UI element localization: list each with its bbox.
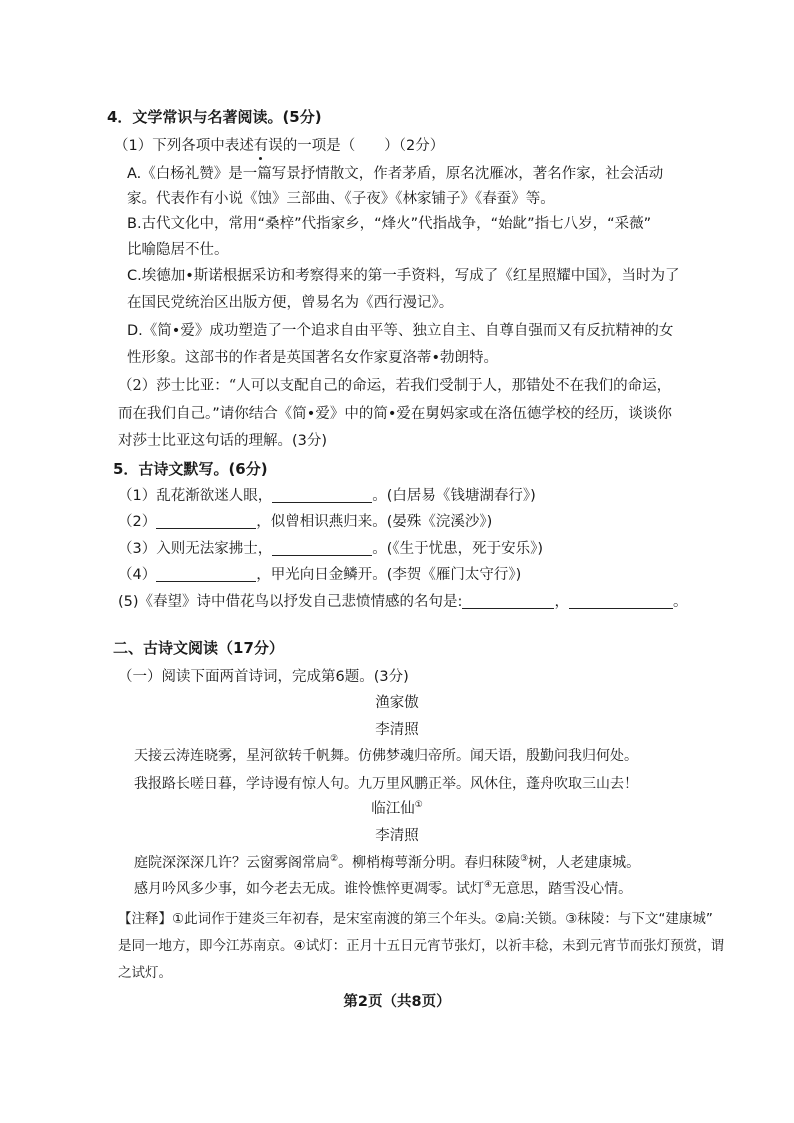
question-4-1-post: 误的一项是（ ）（2分） [268,138,445,154]
footnote-mark-1: ① [414,800,423,810]
dictation-4 [118,563,521,584]
option-b-line1: B.古代文化中，常用“桑梓”代指家乡，“烽火”代指战争，“始龀”指七八岁，“采薇” [127,216,652,232]
poem-2-line1 [134,852,640,872]
poem-2-line2-b: 无意思，踏雪没心情。 [492,881,633,897]
dictation-1-post: 。(白居易《钱塘湖春行》) [372,488,536,504]
section-5-title: 5．古诗文默写。(6分) [113,460,268,478]
dictation-2-pre: （2） [118,514,157,530]
page-footer: 第2页（共8页） [343,994,451,1010]
annotation-line2: 是同一地方，即今江苏南京。④试灯：正月十五日元宵节张灯，以祈丰稔，未到元宵节而张灯预赏，谓 [118,938,725,954]
emphasis-char: 有 [253,138,269,154]
poem-1-line1: 天接云涛连晓雾，星河欲转千帆舞。仿佛梦魂归帝所。闻天语，殷勤问我归何处。 [134,748,638,764]
dictation-5-post: 。 [672,594,688,610]
poem-2-line2-a: 感月吟风多少事，如今老去无成。谁怜憔悴更凋零。试灯 [134,881,484,897]
dictation-4-pre: （4） [118,567,157,583]
footnote-mark-3: ③ [520,854,529,864]
dictation-5 [118,590,687,611]
poem-1-author: 李清照 [375,722,419,738]
section-4-title: 4．文学常识与名著阅读。(5分) [107,108,322,126]
poem-1-line2: 我报路长嗟日暮，学诗谩有惊人句。九万里风鹏正举。风休住，蓬舟吹取三山去！ [134,776,638,792]
dictation-1-pre: （1）乱花渐欲迷人眼， [118,488,273,504]
question-4-2-line2: 而在我们自己。”请你结合《简•爱》中的简•爱在舅妈家或在洛伍德学校的经历，谈谈你 [118,406,672,422]
dictation-2 [118,510,492,531]
footnote-mark-2: ② [330,854,339,864]
answer-blank-5b[interactable] [569,594,673,609]
option-a-line1: A.《白杨礼赞》是一篇写景抒情散文，作者茅盾，原名沈雁冰，著名作家，社会活动 [127,166,664,182]
dictation-3-pre: （3）入则无法家拂士， [118,541,273,557]
answer-blank-3[interactable] [272,541,372,556]
part-2-intro: （一）阅读下面两首诗词，完成第6题。(3分) [118,669,409,685]
dictation-1 [118,484,536,505]
question-4-2-line1: （2）莎士比亚：“人可以支配自己的命运，若我们受制于人，那错处不在我们的命运， [118,378,672,394]
answer-blank-2[interactable] [156,514,256,529]
poem-2-title [0,797,794,818]
dictation-5-pre: (5)《春望》诗中借花鸟以抒发自己悲愤情感的名句是: [118,594,463,610]
poem-2-title-text: 临江仙 [371,801,415,817]
dictation-4-post: ，甲光向日金鳞开。(李贺《雁门太守行》) [256,567,522,583]
option-b-line2: 比喻隐居不仕。 [127,242,229,258]
annotation-line1: 【注释】①此词作于建炎三年初春，是宋室南渡的第三个年头。②扃:关锁。③秣陵：与下文“建康城” [118,911,713,927]
dictation-5-mid: ， [554,594,569,610]
footnote-mark-4: ④ [484,880,493,890]
poem-1-title: 渔家傲 [375,695,419,711]
poem-2-line1-a: 庭院深深深几许？云窗雾阁常扃 [134,855,330,871]
option-c-line1: C.埃德加•斯诺根据采访和考察得来的第一手资料，写成了《红星照耀中国》，当时为了 [127,268,680,284]
option-d-line1: D.《简•爱》成功塑造了一个追求自由平等、独立自主、自尊自强而又有反抗精神的女 [127,323,674,339]
part-2-title: 二、古诗文阅读（17分） [113,639,284,657]
dictation-2-post: ，似曾相识燕归来。(晏殊《浣溪沙》) [256,514,493,530]
option-c-line2: 在国民党统治区出版方便，曾易名为《西行漫记》。 [127,295,454,311]
annotation-line3: 之试灯。 [118,965,172,981]
poem-2-line1-c: 树，人老建康城。 [528,855,641,871]
answer-blank-5a[interactable] [462,594,554,609]
poem-2-line1-b: 。柳梢梅萼渐分明。春归秣陵 [338,855,521,871]
option-d-line2: 性形象。这部书的作者是英国著名女作家夏洛蒂•勃朗特。 [127,350,499,366]
option-a-line2: 家。代表作有小说《蚀》三部曲、《子夜》《林家铺子》《春蚕》等。 [127,191,555,207]
dictation-3-post: 。(《生于忧患，死于安乐》) [372,541,544,557]
question-4-2-line3: 对莎士比亚这句话的理解。(3分) [118,433,328,449]
answer-blank-1[interactable] [272,488,372,503]
poem-2-author: 李清照 [375,828,419,844]
question-4-1 [114,134,444,155]
poem-2-line2 [134,878,632,898]
question-4-1-pre: （1）下列各项中表述 [114,138,254,154]
answer-blank-4[interactable] [156,567,256,582]
dictation-3 [118,537,543,558]
